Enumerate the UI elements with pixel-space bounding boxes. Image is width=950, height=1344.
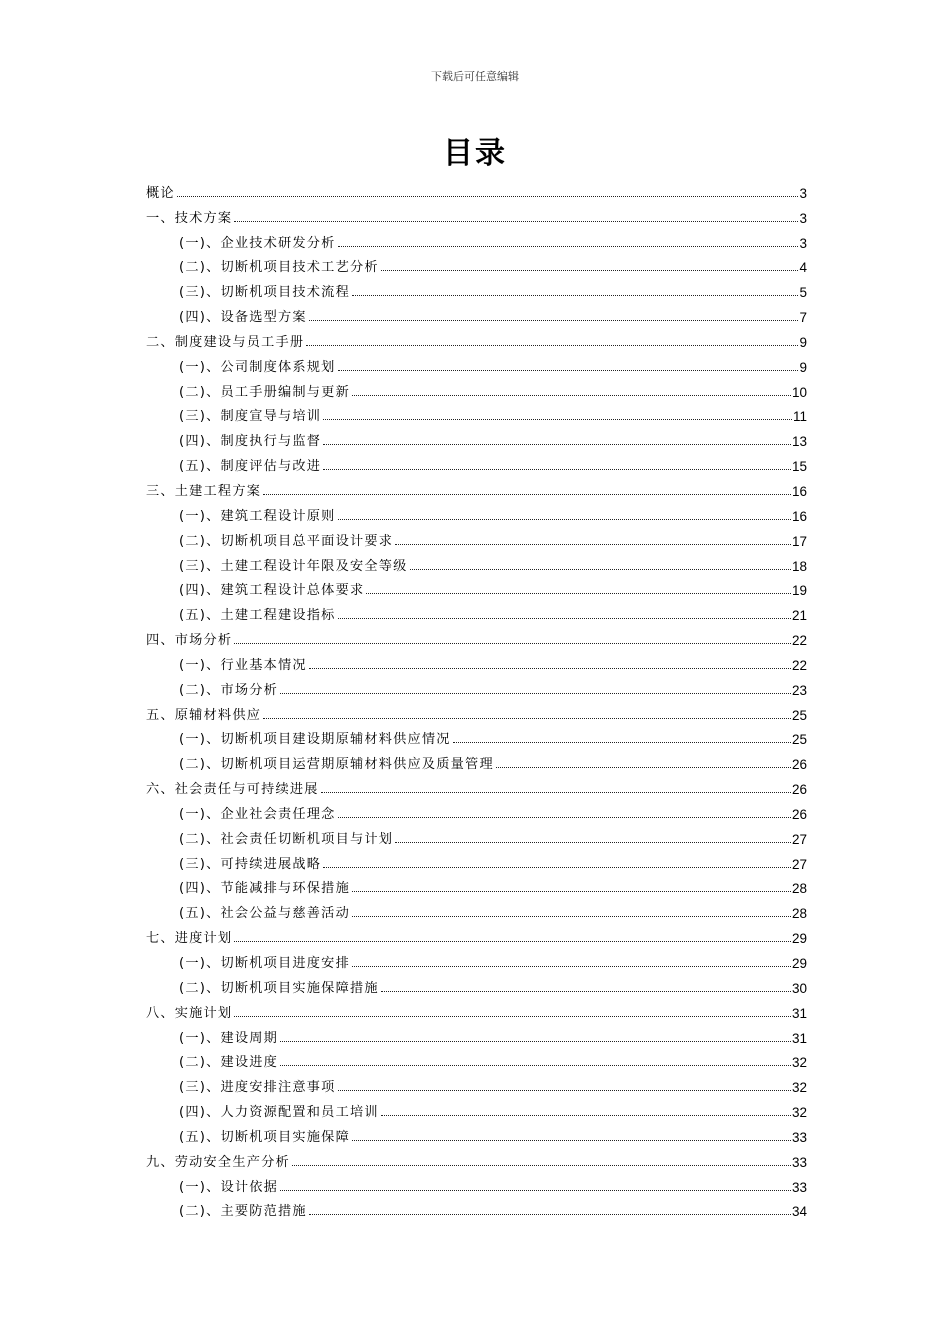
toc-entry[interactable]	[146, 673, 807, 698]
toc-entry-page: 31	[791, 1005, 807, 1021]
toc-entry-page: 7	[799, 310, 807, 326]
toc-entry[interactable]	[146, 698, 807, 723]
toc-entry-label: (二)、切断机项目实施保障措施	[179, 980, 379, 996]
table-of-contents	[146, 176, 807, 1219]
toc-entry-page: 31	[791, 1030, 807, 1046]
toc-entry[interactable]	[146, 574, 807, 599]
toc-entry[interactable]	[146, 1070, 807, 1095]
toc-entry-label: (五)、切断机项目实施保障	[179, 1129, 350, 1145]
toc-entry[interactable]	[146, 325, 807, 350]
toc-entry-label: (一)、切断机项目建设期原辅材料供应情况	[179, 732, 451, 748]
toc-entry[interactable]	[146, 996, 807, 1021]
toc-entry-label: (二)、社会责任切断机项目与计划	[179, 831, 394, 847]
toc-entry-page: 16	[791, 508, 807, 524]
toc-entry-label: (一)、设计依据	[179, 1179, 279, 1195]
toc-dot-leader	[381, 1115, 791, 1116]
toc-entry-label: (五)、社会公益与慈善活动	[179, 906, 350, 922]
toc-entry[interactable]	[146, 201, 807, 226]
toc-entry-label: (二)、市场分析	[179, 682, 279, 698]
toc-entry-page: 29	[791, 956, 807, 971]
toc-entry[interactable]	[146, 623, 807, 648]
toc-dot-leader	[395, 544, 791, 545]
toc-entry-label: (五)、土建工程建设指标	[179, 608, 336, 624]
toc-entry[interactable]	[146, 772, 807, 797]
toc-dot-leader	[352, 395, 791, 396]
toc-entry[interactable]	[146, 971, 807, 996]
toc-entry-label: (一)、行业基本情况	[179, 657, 307, 673]
toc-entry-page: 30	[791, 980, 807, 996]
toc-entry[interactable]	[146, 375, 807, 400]
toc-entry-page: 29	[791, 931, 807, 947]
toc-entry[interactable]	[146, 275, 807, 300]
toc-dot-leader	[352, 1140, 791, 1141]
toc-entry-label: (一)、企业技术研发分析	[179, 235, 336, 251]
toc-entry-label: (四)、制度执行与监督	[179, 434, 322, 450]
toc-entry-label: (二)、主要防范措施	[179, 1204, 307, 1220]
toc-entry-label: (三)、可持续进展战略	[179, 856, 322, 872]
toc-entry-page: 27	[791, 856, 807, 872]
toc-entry-page: 33	[791, 1179, 807, 1195]
toc-entry-label: (三)、制度宣导与培训	[179, 409, 322, 425]
toc-entry-page: 26	[791, 782, 807, 798]
toc-entry-page: 32	[791, 1080, 807, 1096]
toc-entry[interactable]	[146, 1195, 807, 1220]
toc-entry[interactable]	[146, 300, 807, 325]
toc-entry-page: 5	[799, 285, 807, 301]
toc-dot-leader	[338, 519, 791, 520]
toc-entry-page: 16	[791, 483, 807, 499]
toc-dot-leader	[323, 419, 792, 420]
toc-entry[interactable]	[146, 424, 807, 449]
toc-dot-leader	[338, 1090, 791, 1091]
toc-entry[interactable]	[146, 524, 807, 549]
toc-dot-leader	[366, 593, 791, 594]
toc-entry-label: 八、实施计划	[146, 1005, 233, 1021]
toc-entry[interactable]	[146, 822, 807, 847]
toc-entry-label: 三、土建工程方案	[146, 483, 262, 499]
toc-entry-page: 33	[791, 1154, 807, 1170]
toc-dot-leader	[352, 295, 799, 296]
toc-entry-label: (四)、节能减排与环保措施	[179, 881, 350, 897]
toc-entry[interactable]	[146, 226, 807, 251]
toc-entry[interactable]	[146, 176, 807, 201]
toc-entry-label: (四)、建筑工程设计总体要求	[179, 583, 365, 599]
toc-entry[interactable]	[146, 921, 807, 946]
toc-entry-label: 一、技术方案	[146, 210, 233, 226]
toc-dot-leader	[306, 345, 798, 346]
toc-entry[interactable]	[146, 847, 807, 872]
toc-entry-page: 26	[791, 806, 807, 822]
toc-entry-label: (一)、公司制度体系规划	[179, 359, 336, 375]
toc-dot-leader	[280, 1041, 791, 1042]
toc-entry[interactable]	[146, 400, 807, 425]
toc-title: 目录	[443, 136, 507, 171]
toc-entry-label: (二)、切断机项目运营期原辅材料供应及质量管理	[179, 757, 494, 773]
toc-dot-leader	[234, 941, 791, 942]
toc-entry-page: 3	[799, 210, 807, 226]
toc-entry[interactable]	[146, 648, 807, 673]
toc-dot-leader	[323, 867, 791, 868]
toc-entry[interactable]	[146, 350, 807, 375]
toc-entry[interactable]	[146, 1170, 807, 1195]
toc-dot-leader	[309, 1214, 791, 1215]
toc-entry-page: 32	[791, 1055, 807, 1071]
toc-entry-page: 33	[791, 1129, 807, 1145]
toc-entry-page: 26	[791, 757, 807, 773]
toc-dot-leader	[381, 991, 791, 992]
toc-entry[interactable]	[146, 723, 807, 748]
toc-entry-label: 四、市场分析	[146, 633, 233, 649]
toc-entry-label: (一)、建设周期	[179, 1030, 279, 1046]
toc-entry-label: 七、进度计划	[146, 931, 233, 947]
toc-entry-page: 34	[791, 1204, 807, 1220]
toc-dot-leader	[234, 643, 791, 644]
toc-entry-page: 21	[791, 608, 807, 624]
toc-entry[interactable]	[146, 896, 807, 921]
toc-dot-leader	[309, 320, 799, 321]
toc-entry[interactable]	[146, 499, 807, 524]
toc-entry-page: 27	[791, 831, 807, 847]
toc-dot-leader	[453, 742, 791, 743]
toc-entry-page: 9	[799, 359, 807, 375]
toc-dot-leader	[410, 569, 791, 570]
toc-dot-leader	[338, 370, 799, 371]
toc-entry[interactable]	[146, 1145, 807, 1170]
toc-entry-label: (二)、切断机项目技术工艺分析	[179, 260, 379, 276]
toc-dot-leader	[323, 444, 791, 445]
toc-dot-leader	[309, 668, 791, 669]
page-header: 下载后可任意编辑	[431, 70, 519, 83]
toc-entry[interactable]	[146, 797, 807, 822]
toc-dot-leader	[381, 270, 799, 271]
toc-entry-label: (三)、进度安排注意事项	[179, 1080, 336, 1096]
toc-entry[interactable]	[146, 747, 807, 772]
toc-dot-leader	[263, 494, 791, 495]
toc-entry-page: 11	[792, 409, 807, 425]
toc-dot-leader	[234, 1016, 791, 1017]
toc-entry[interactable]	[146, 251, 807, 276]
toc-entry-page: 22	[791, 657, 807, 673]
toc-entry[interactable]	[146, 946, 807, 971]
toc-entry-label: 概论	[146, 185, 175, 201]
toc-dot-leader	[177, 196, 799, 197]
toc-entry[interactable]	[146, 1120, 807, 1145]
toc-entry-page: 13	[791, 434, 807, 450]
toc-entry-label: (一)、切断机项目进度安排	[179, 956, 350, 971]
toc-entry-label: (三)、切断机项目技术流程	[179, 285, 350, 301]
toc-entry-page: 32	[791, 1105, 807, 1121]
toc-entry-label: (三)、土建工程设计年限及安全等级	[179, 558, 408, 574]
toc-entry-label: 九、劳动安全生产分析	[146, 1154, 290, 1170]
toc-dot-leader	[280, 1065, 791, 1066]
toc-entry-page: 25	[791, 707, 807, 723]
toc-entry-label: 六、社会责任与可持续进展	[146, 782, 319, 798]
toc-dot-leader	[234, 221, 798, 222]
toc-entry-label: 五、原辅材料供应	[146, 707, 262, 723]
toc-entry[interactable]	[146, 872, 807, 897]
toc-dot-leader	[352, 916, 791, 917]
toc-entry-label: 二、制度建设与员工手册	[146, 334, 305, 350]
toc-entry-page: 18	[791, 558, 807, 574]
toc-entry-page: 25	[791, 732, 807, 748]
toc-entry-page: 28	[791, 881, 807, 897]
toc-entry-page: 19	[791, 583, 807, 599]
toc-entry-page: 4	[799, 260, 807, 276]
toc-entry-page: 22	[791, 633, 807, 649]
toc-entry[interactable]	[146, 1046, 807, 1071]
toc-entry-label: (五)、制度评估与改进	[179, 459, 322, 475]
toc-entry-page: 17	[791, 533, 807, 549]
toc-entry[interactable]	[146, 449, 807, 474]
toc-entry[interactable]	[146, 1095, 807, 1120]
toc-entry[interactable]	[146, 549, 807, 574]
toc-dot-leader	[352, 891, 791, 892]
toc-entry-page: 28	[791, 906, 807, 922]
toc-entry-label: (四)、人力资源配置和员工培训	[179, 1105, 379, 1121]
toc-entry-label: (四)、设备选型方案	[179, 310, 307, 326]
toc-entry-label: (二)、员工手册编制与更新	[179, 384, 350, 400]
toc-entry[interactable]	[146, 598, 807, 623]
toc-dot-leader	[292, 1165, 791, 1166]
toc-dot-leader	[352, 966, 791, 967]
toc-entry-page: 3	[799, 235, 807, 251]
toc-dot-leader	[338, 246, 799, 247]
toc-entry-page: 15	[791, 459, 807, 475]
toc-entry-label: (二)、切断机项目总平面设计要求	[179, 533, 394, 549]
toc-entry-label: (一)、企业社会责任理念	[179, 806, 336, 822]
toc-dot-leader	[280, 693, 791, 694]
toc-dot-leader	[323, 469, 791, 470]
toc-entry-page: 23	[791, 682, 807, 698]
toc-dot-leader	[338, 817, 791, 818]
toc-entry[interactable]	[146, 1021, 807, 1046]
toc-entry-label: (一)、建筑工程设计原则	[179, 508, 336, 524]
toc-entry[interactable]	[146, 474, 807, 499]
toc-dot-leader	[496, 767, 791, 768]
toc-entry-page: 3	[799, 185, 807, 201]
toc-dot-leader	[338, 618, 791, 619]
toc-dot-leader	[395, 842, 791, 843]
toc-entry-page: 10	[791, 384, 807, 400]
toc-dot-leader	[321, 792, 791, 793]
toc-dot-leader	[263, 718, 791, 719]
toc-dot-leader	[280, 1190, 791, 1191]
toc-entry-page: 9	[799, 334, 807, 350]
toc-entry-label: (二)、建设进度	[179, 1055, 279, 1071]
